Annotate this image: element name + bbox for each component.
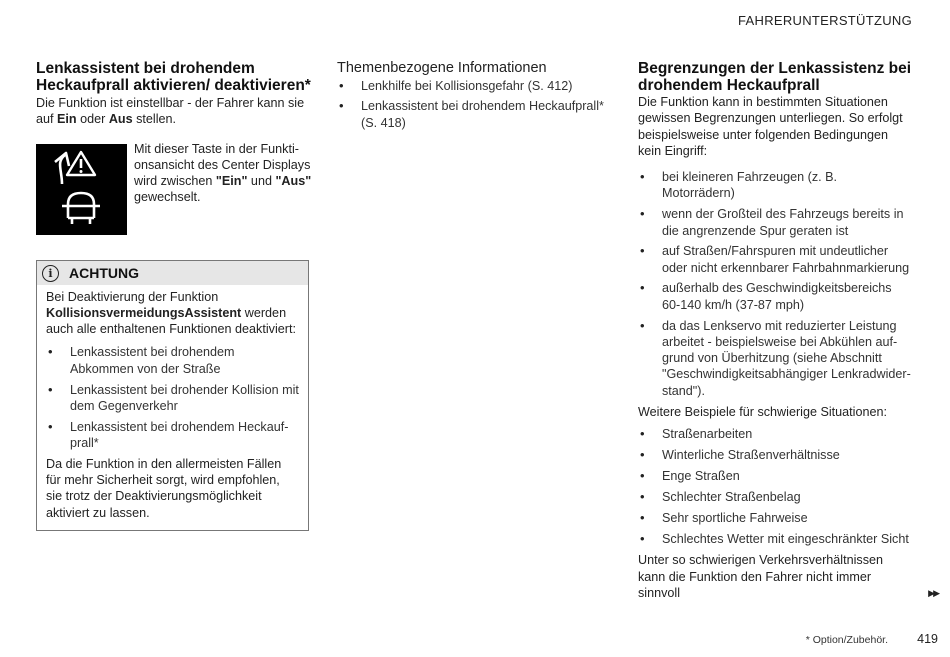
limitations-list (638, 169, 913, 399)
icon-description-end: gewechselt. (134, 190, 201, 205)
warning-para-1 (46, 289, 299, 338)
column-activate (36, 60, 311, 531)
intro-text-end: stellen. (132, 112, 177, 127)
page-number: 419 (917, 632, 938, 646)
list-item: • außerhalb des Geschwindigkeitsbereichs 60-140 km/h (37-87 mph) (638, 280, 913, 313)
list-item: • auf Straßen/Fahrspuren mit undeutlicher oder nicht erkennbarer Fahrbahnmarkierung (638, 243, 913, 276)
intro-on-label: Ein (57, 112, 77, 127)
warning-header (37, 261, 308, 285)
list-item: • bei kleineren Fahrzeugen (z. B. Motorrädern) (638, 169, 913, 202)
intro-text-start: Die Funktion ist einstellbar - der Fahrer kann sie auf (36, 96, 305, 127)
warning-body (37, 285, 308, 530)
list-item: • da das Lenkservo mit reduzierter Leistung arbeitet - beispielsweise bei Abkühlen auf-grund von Überhitzung (siehe Abschnitt "Geschwindigkeitsabhängiger Lenkradwider-stand"). (638, 318, 913, 399)
warning-box (36, 260, 309, 531)
warning-para-2: Da die Funktion in den allermeisten Fällen für mehr Sicherheit sorgt, wird empfohlen, sie trotz der Deaktivierungsmöglichkeit aktiviert zu lassen. (46, 456, 282, 520)
intro-off-label: Aus (108, 112, 133, 127)
heading-limitations: Begrenzungen der Lenkassistenz bei drohendem Heckaufprall (638, 60, 912, 94)
warning-para-1-end: werden auch alle enthaltenen Funktionen deaktiviert: (46, 305, 296, 337)
list-item: • Schlechter Straßenbelag (638, 489, 913, 505)
more-examples-text: Weitere Beispiele für schwierige Situationen: (638, 404, 887, 419)
list-item: • Enge Straßen (638, 468, 913, 484)
list-item: • Lenkassistent bei drohendem Abkommen von der Straße (46, 344, 299, 377)
closing-text: Unter so schwierigen Verkehrsverhältnissen kann die Funktion den Fahrer nicht immer sinnvoll (638, 553, 883, 600)
icon-on-label: "Ein" (215, 174, 248, 189)
list-item: • Winterliche Straßenverhältnisse (638, 447, 913, 463)
column-related (337, 60, 612, 135)
list-item: • Sehr sportliche Fahrweise (638, 510, 913, 526)
icon-description-start: Mit dieser Taste in der Funkti-onsansicht des Center Displays wird zwischen (134, 141, 311, 189)
difficult-situations-list (638, 426, 913, 548)
warning-function-name: KollisionsvermeidungsAssistent (46, 305, 242, 320)
icon-off-label: "Aus" (275, 174, 312, 189)
column-limitations (638, 60, 913, 601)
lane-assist-rear-collision-icon (36, 144, 127, 235)
info-icon: i (42, 265, 59, 282)
list-item: • Lenkassistent bei drohender Kollision mit dem Gegenverkehr (46, 382, 299, 415)
icon-description (134, 141, 312, 206)
footnote: * Option/Zubehör. (805, 634, 888, 646)
intro-text (36, 95, 311, 128)
heading-related: Themenbezogene Informationen (337, 60, 547, 76)
related-link[interactable]: • Lenkhilfe bei Kollisionsgefahr (S. 412) (337, 78, 612, 94)
section-header: FAHRERUNTERSTÜTZUNG (738, 13, 912, 28)
related-links (337, 78, 612, 131)
warning-list (46, 344, 299, 451)
warning-para-1-start: Bei Deaktivierung der Funktion (46, 289, 219, 304)
list-item: • Lenkassistent bei drohendem Heckauf-prall* (46, 419, 299, 452)
heading-activate: Lenkassistent bei drohendem Heckaufprall aktivieren/ deaktivieren* (36, 60, 311, 94)
warning-title: ACHTUNG (69, 264, 139, 281)
list-item: • Schlechtes Wetter mit eingeschränkter Sicht (638, 531, 913, 547)
icon-description-mid: und (247, 174, 276, 189)
continue-arrows-icon: ▶▶ (928, 588, 938, 598)
list-item: • wenn der Großteil des Fahrzeugs bereits in die angrenzende Spur geraten ist (638, 206, 913, 239)
list-item: • Straßenarbeiten (638, 426, 913, 442)
limitations-intro: Die Funktion kann in bestimmten Situationen gewissen Begrenzungen unterliegen. So erfolgt beispielsweise unter folgenden Bedingungen kein Eingriff: (638, 95, 903, 158)
button-illustration-row (36, 141, 312, 239)
intro-text-mid: oder (76, 112, 109, 127)
related-link[interactable]: • Lenkassistent bei drohendem Heckaufprall* (S. 418) (337, 98, 612, 131)
